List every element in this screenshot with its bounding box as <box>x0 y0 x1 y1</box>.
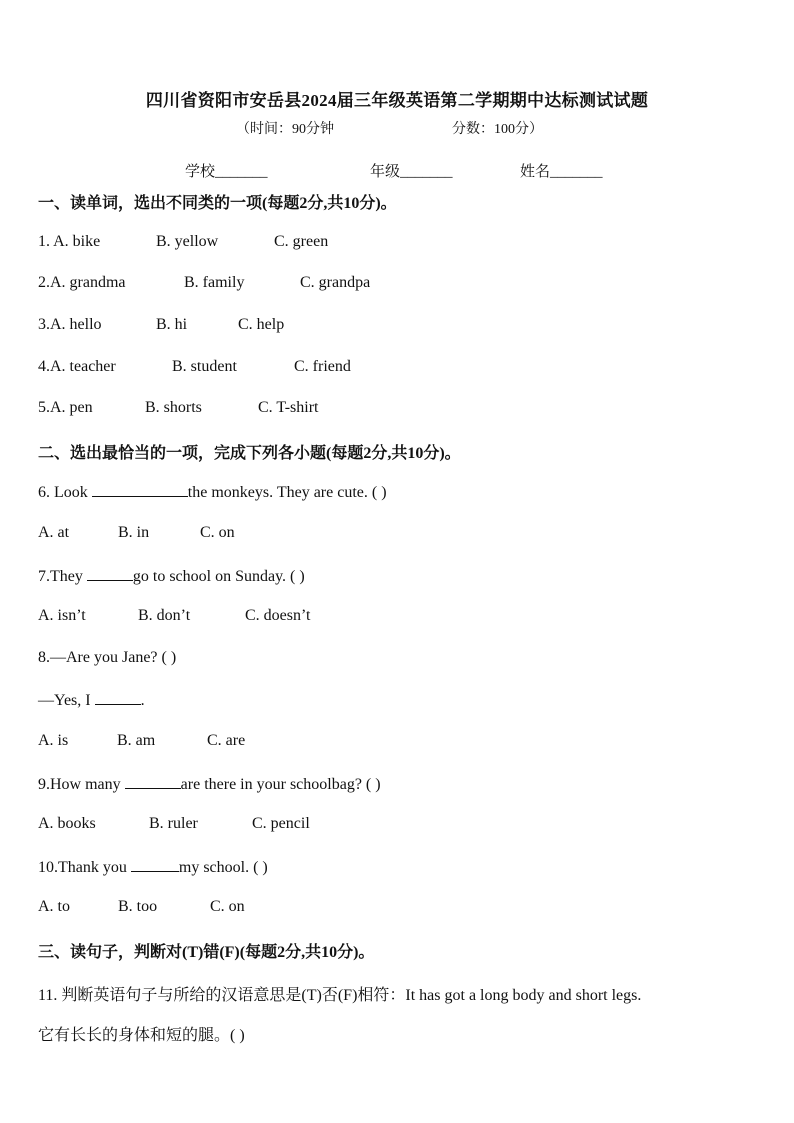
q7-text-before: 7.They <box>38 568 87 585</box>
question-4 <box>38 358 351 376</box>
q8-option-b: B. am <box>117 732 156 749</box>
q4-option-c: C. friend <box>294 358 351 375</box>
question-9-options <box>38 815 310 833</box>
section-1-heading: 一、读单词，选出不同类的一项(每题2分,共10分)。 <box>38 195 397 212</box>
q6-text-before: 6. Look <box>38 484 92 501</box>
q4-option-a: 4.A. teacher <box>38 358 116 375</box>
q6-text-after: the monkeys. They are cute. ( ) <box>187 484 387 501</box>
q8-text-before: —Yes, I <box>38 692 95 709</box>
question-5 <box>38 399 318 417</box>
q9-option-c: C. pencil <box>252 815 310 832</box>
q3-option-a: 3.A. hello <box>38 316 102 333</box>
q8-text-after: . <box>140 692 145 709</box>
q2-option-c: C. grandpa <box>300 274 371 291</box>
exam-time: （时间：90分钟 <box>236 122 334 137</box>
q7-option-b: B. don’t <box>138 607 191 624</box>
q2-option-a: 2.A. grandma <box>38 274 126 291</box>
question-7-options <box>38 607 310 625</box>
q8-blank[interactable] <box>95 690 141 705</box>
q3-option-b: B. hi <box>156 316 188 333</box>
question-8-options <box>38 732 245 750</box>
q8-option-c: C. are <box>207 732 246 749</box>
q10-text-after: my school. ( ) <box>178 859 268 876</box>
q10-text-before: 10.Thank you <box>38 859 131 876</box>
q9-text-before: 9.How many <box>38 776 125 793</box>
q6-option-a: A. at <box>38 524 70 541</box>
question-11: 11. 判断英语句子与所给的汉语意思是(T)否(F)相符：It has got a long body and short legs. <box>38 987 642 1004</box>
grade-field: 年级_______ <box>370 164 453 180</box>
q7-option-c: C. doesn’t <box>245 607 311 624</box>
q3-option-c: C. help <box>238 316 285 333</box>
question-10-options <box>38 898 245 916</box>
q7-option-a: A. isn’t <box>38 607 86 624</box>
q8-option-a: A. is <box>38 732 69 749</box>
question-8: 8.—Are you Jane? ( ) <box>38 649 177 666</box>
q1-option-b: B. yellow <box>156 233 219 250</box>
question-1 <box>38 233 328 251</box>
q5-option-c: C. T-shirt <box>258 399 319 416</box>
q7-text-after: go to school on Sunday. ( ) <box>132 568 305 585</box>
q2-option-b: B. family <box>184 274 245 291</box>
q6-blank[interactable] <box>92 482 188 497</box>
name-field: 姓名_______ <box>520 164 603 180</box>
q9-text-after: are there in your schoolbag? ( ) <box>180 776 381 793</box>
q9-option-b: B. ruler <box>149 815 198 832</box>
q10-option-a: A. to <box>38 898 70 915</box>
q6-option-c: C. on <box>200 524 235 541</box>
q10-option-c: C. on <box>210 898 245 915</box>
question-11-translation: 它有长长的身体和短的腿。( ) <box>38 1027 245 1044</box>
q5-option-b: B. shorts <box>145 399 202 416</box>
q10-blank[interactable] <box>131 857 179 872</box>
page-title: 四川省资阳市安岳县2024届三年级英语第二学期期中达标测试试题 <box>145 91 649 110</box>
q4-option-b: B. student <box>172 358 237 375</box>
question-10 <box>38 857 268 877</box>
school-field: 学校_______ <box>185 164 268 180</box>
question-7 <box>38 566 305 586</box>
section-2-heading: 二、选出最恰当的一项，完成下列各小题(每题2分,共10分)。 <box>38 445 461 462</box>
q5-option-a: 5.A. pen <box>38 399 93 416</box>
question-9 <box>38 774 381 794</box>
question-2 <box>38 274 370 292</box>
exam-score: 分数：100分） <box>452 122 543 137</box>
q9-option-a: A. books <box>38 815 96 832</box>
q7-blank[interactable] <box>87 566 133 581</box>
section-3-heading: 三、读句子，判断对(T)错(F)(每题2分,共10分)。 <box>38 944 375 961</box>
question-8-answer-line <box>38 690 145 710</box>
q1-option-c: C. green <box>274 233 329 250</box>
q1-option-a: 1. A. bike <box>38 233 101 250</box>
question-6-options <box>38 524 235 542</box>
question-6 <box>38 482 387 502</box>
q9-blank[interactable] <box>125 774 181 789</box>
question-3 <box>38 316 284 334</box>
q6-option-b: B. in <box>118 524 150 541</box>
q10-option-b: B. too <box>118 898 158 915</box>
